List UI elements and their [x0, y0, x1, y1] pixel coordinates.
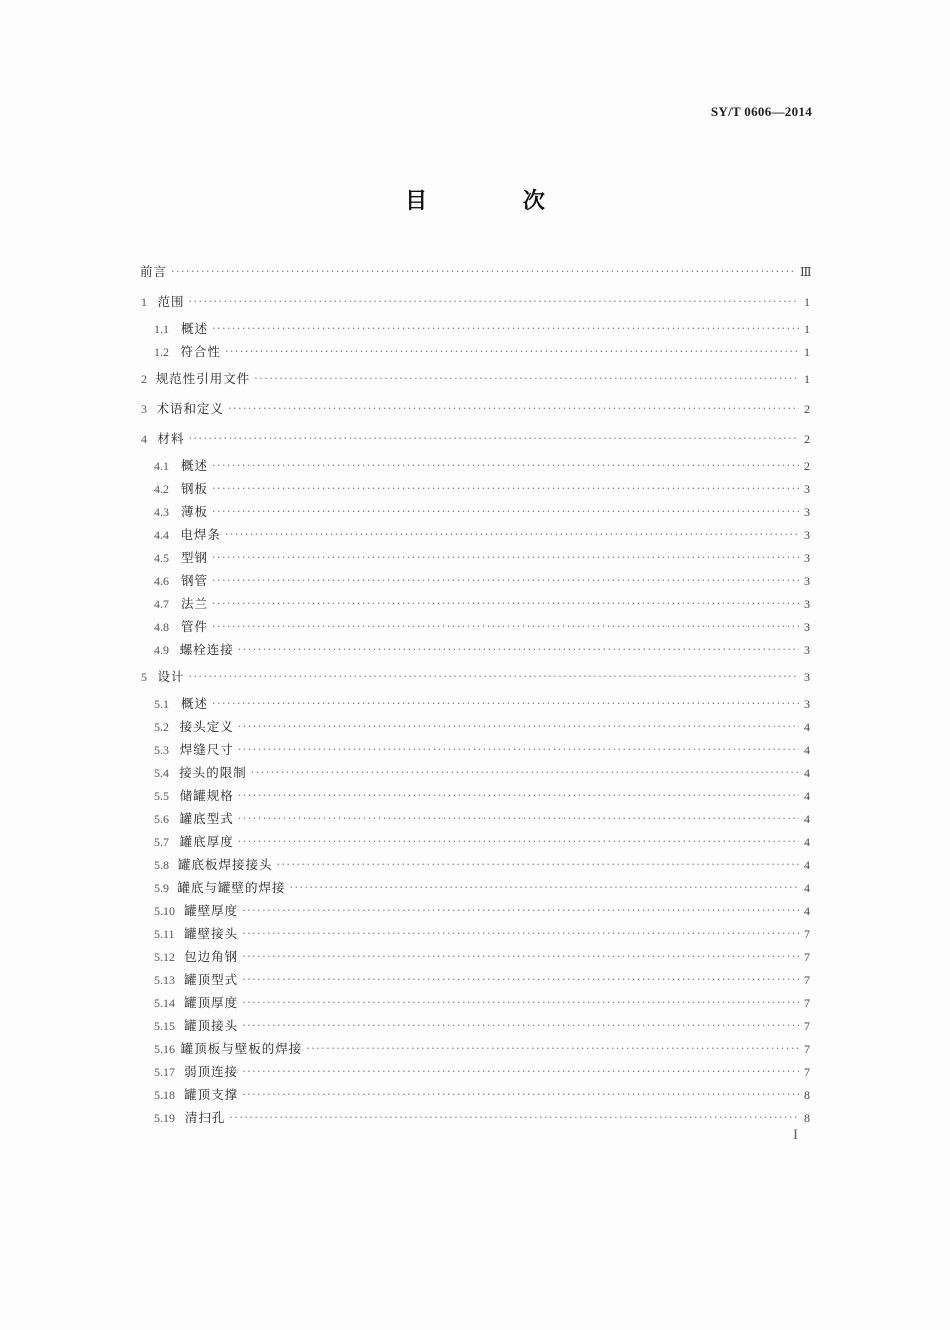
toc-entry-title: 术语和定义: [156, 401, 224, 416]
toc-dot-leader: [242, 996, 799, 1009]
toc-entry: [154, 855, 810, 873]
toc-entry-number: 5.18: [154, 1088, 175, 1102]
toc-entry-page: Ⅲ: [800, 265, 812, 279]
toc-entry-title: 罐壁接头: [184, 926, 239, 941]
toc-entry-number: 4.3: [154, 505, 169, 519]
toc-entry-title: 罐底型式: [179, 811, 234, 826]
toc-entry-number: 5.11: [154, 927, 175, 941]
toc-dot-leader: [212, 459, 799, 472]
page-number: I: [793, 1127, 798, 1143]
toc-dot-leader: [289, 881, 800, 894]
toc-entry-title: 接头定义: [179, 719, 234, 734]
toc-entry-number: 5.4: [154, 766, 169, 780]
toc-dot-leader: [212, 697, 799, 710]
toc-entry-number: 5.12: [154, 950, 175, 964]
toc-entry-title: 罐底与罐壁的焊接: [177, 880, 286, 895]
toc-entry: [141, 429, 810, 447]
toc-entry-title: 范围: [157, 294, 185, 309]
toc-dot-leader: [189, 670, 799, 683]
toc-entry-number: 2: [141, 372, 147, 386]
toc-entry: [154, 763, 810, 781]
toc-dot-leader: [251, 766, 800, 779]
toc-entry-number: 5.1: [154, 697, 169, 711]
toc-entry-page: 7: [804, 1065, 810, 1079]
toc-entry-title: 管件: [180, 619, 208, 634]
toc-dot-leader: [228, 402, 799, 415]
toc-dot-leader: [242, 927, 799, 940]
toc-entry-number: 1: [141, 295, 147, 309]
toc-entry-number: 5.17: [154, 1065, 175, 1079]
toc-entry-title: 法兰: [180, 596, 208, 611]
toc-entry-number: 5.5: [154, 789, 169, 803]
toc-entry: [154, 342, 810, 360]
toc-dot-leader: [189, 295, 799, 308]
toc-dot-leader: [238, 812, 800, 825]
toc-entry-page: 2: [804, 432, 811, 446]
toc-dot-leader: [171, 265, 796, 278]
toc-entry-number: 4: [141, 432, 147, 446]
toc-entry-page: 4: [804, 720, 810, 734]
toc-entry-page: 8: [803, 1111, 810, 1125]
toc-dot-leader: [238, 789, 800, 802]
toc-title: 目 次: [405, 189, 589, 214]
toc-entry-page: 3: [803, 597, 810, 611]
toc-entry-title: 罐顶接头: [184, 1018, 239, 1033]
toc-entry-page: 3: [803, 574, 810, 588]
toc-entry-number: 5.15: [154, 1019, 175, 1033]
toc-entry-title: 罐壁厚度: [184, 903, 239, 918]
toc-entry-number: 5.16: [154, 1042, 175, 1056]
toc-entry-number: 3: [141, 402, 147, 416]
toc-entry-number: 5.6: [154, 812, 169, 826]
toc-dot-leader: [212, 322, 799, 335]
toc-entry-title: 罐底厚度: [179, 834, 234, 849]
toc-entry: [154, 1016, 810, 1034]
toc-entry-number: 4.8: [154, 620, 169, 634]
toc-entry-page: 2: [803, 459, 810, 473]
toc-entry-title: 前言: [140, 264, 168, 279]
toc-entry-title: 规范性引用文件: [155, 371, 251, 386]
toc-entry-number: 5.7: [154, 835, 169, 849]
toc-entry-title: 设计: [157, 669, 185, 684]
toc-entry-title: 概述: [180, 696, 208, 711]
toc-entry-number: 4.9: [154, 643, 169, 657]
toc-entry-page: 7: [804, 1019, 810, 1033]
toc-entry: [154, 571, 810, 589]
toc-entry: [154, 786, 810, 804]
toc-entry-number: 5.9: [154, 881, 169, 895]
toc-dot-leader: [225, 345, 799, 358]
toc-entry-title: 钢板: [180, 481, 208, 496]
toc-entry-title: 薄板: [180, 504, 208, 519]
toc-entry-number: 5.3: [154, 743, 169, 757]
toc-dot-leader: [238, 720, 800, 733]
toc-dot-leader: [238, 835, 800, 848]
toc-dot-leader: [225, 528, 799, 541]
toc-entry-page: 3: [803, 620, 810, 634]
toc-entry-title: 电焊条: [180, 527, 221, 542]
toc-entry-title: 螺栓连接: [179, 642, 234, 657]
toc-entry: [154, 809, 810, 827]
toc-entry-title: 清扫孔: [184, 1110, 226, 1125]
toc-entry-page: 3: [803, 551, 810, 565]
toc-entry-title: 材料: [157, 431, 185, 446]
toc-entry-number: 1.2: [154, 345, 169, 359]
toc-dot-leader: [242, 973, 799, 986]
toc-entry-page: 3: [803, 697, 810, 711]
toc-entry-page: 4: [804, 881, 810, 895]
toc-entry-title: 罐底板焊接接头: [178, 857, 273, 872]
toc-entry-page: 7: [804, 950, 810, 964]
toc-entry-page: 2: [804, 402, 810, 416]
toc-entry: [154, 993, 810, 1011]
toc-entry-number: 5.19: [154, 1111, 175, 1125]
toc-entry: [154, 947, 810, 965]
toc-dot-leader: [212, 620, 799, 633]
toc-entry-number: 4.1: [154, 459, 169, 473]
toc-entry-number: 4.7: [154, 597, 169, 611]
toc-entry-page: 3: [803, 505, 810, 519]
toc-dot-leader: [242, 1019, 799, 1032]
toc-entry: [154, 502, 810, 520]
toc-entry-page: 4: [804, 812, 810, 826]
toc-dot-leader: [242, 1088, 799, 1101]
toc-dot-leader: [212, 597, 799, 610]
toc-entry: [154, 970, 810, 988]
toc-dot-leader: [238, 643, 800, 656]
toc-entry-title: 焊缝尺寸: [179, 742, 234, 757]
toc-entry-title: 符合性: [180, 344, 221, 359]
toc-entry-title: 储罐规格: [179, 788, 234, 803]
toc-entry-title: 罐顶型式: [184, 972, 239, 987]
toc-dot-leader: [212, 482, 799, 495]
toc-dot-leader: [242, 950, 799, 963]
toc-entry-page: 4: [804, 789, 810, 803]
toc-entry-number: 4.4: [154, 528, 169, 542]
toc-entry-page: 1: [804, 295, 811, 309]
toc-entry: [154, 319, 810, 337]
toc-entry-page: 8: [804, 1088, 810, 1102]
toc-entry-number: 5.8: [154, 858, 169, 872]
toc-entry-page: 7: [804, 927, 810, 941]
toc-entry-number: 5: [141, 670, 147, 684]
toc-entry: [140, 262, 810, 280]
toc-entry: [154, 717, 810, 735]
toc-entry: [154, 901, 810, 919]
toc-entry: [154, 594, 810, 612]
toc-entry: [154, 479, 810, 497]
toc-entry: [154, 832, 810, 850]
toc-dot-leader: [212, 574, 799, 587]
toc-entry-page: 3: [804, 528, 811, 542]
toc-entry-number: 5.10: [154, 904, 175, 918]
toc-entry: [154, 1039, 810, 1057]
toc-entry: [154, 1108, 810, 1126]
toc-entry: [141, 667, 810, 685]
toc-entry-number: 4.2: [154, 482, 169, 496]
toc-entry: [154, 640, 810, 658]
toc-entry-number: 4.5: [154, 551, 169, 565]
toc-entry-title: 钢管: [180, 573, 208, 588]
toc-entry-title: 弱顶连接: [184, 1064, 239, 1079]
toc-entry-title: 概述: [180, 321, 208, 336]
toc-entry-page: 7: [804, 973, 810, 987]
toc-dot-leader: [277, 858, 800, 871]
toc-entry-title: 罐顶板与壁板的焊接: [180, 1041, 303, 1056]
toc-dot-leader: [212, 505, 799, 518]
toc-entry: [154, 740, 810, 758]
toc-dot-leader: [189, 432, 799, 445]
toc-entry-page: 3: [803, 482, 810, 496]
toc-entry-page: 1: [803, 322, 810, 336]
toc-entry: [154, 548, 810, 566]
toc-entry-page: 7: [804, 1042, 810, 1056]
toc-entry-title: 罐顶支撑: [184, 1087, 239, 1102]
toc-dot-leader: [212, 551, 799, 564]
toc-entry: [154, 456, 810, 474]
toc-dot-leader: [238, 743, 800, 756]
toc-entry-page: 4: [804, 835, 810, 849]
toc-entry: [141, 399, 810, 417]
toc-entry: [154, 1062, 810, 1080]
toc-entry-number: 1.1: [154, 322, 169, 336]
toc-entry-number: 5.13: [154, 973, 175, 987]
toc-entry: [154, 1085, 810, 1103]
toc-entry: [154, 617, 810, 635]
toc-entry-page: 3: [804, 670, 811, 684]
toc-entry-page: 4: [804, 743, 810, 757]
toc-entry-title: 接头的限制: [179, 765, 247, 780]
toc-entry-title: 罐顶厚度: [184, 995, 239, 1010]
toc-dot-leader: [242, 904, 799, 917]
toc-entry-page: 7: [804, 996, 810, 1010]
toc-entry: [154, 694, 810, 712]
toc-entry-page: 4: [804, 766, 811, 780]
document-number: SY/T 0606—2014: [710, 104, 812, 119]
toc-entry-page: 4: [804, 858, 810, 872]
toc-dot-leader: [229, 1111, 799, 1124]
toc-dot-leader: [306, 1042, 800, 1055]
toc-entry: [154, 525, 810, 543]
toc-entry: [154, 924, 810, 942]
toc-entry-page: 3: [804, 643, 810, 657]
toc-entry-page: 4: [804, 904, 810, 918]
toc-entry-number: 4.6: [154, 574, 169, 588]
toc-entry-title: 型钢: [180, 550, 208, 565]
toc-entry: [141, 292, 810, 310]
toc-dot-leader: [242, 1065, 799, 1078]
toc-entry-number: 5.2: [154, 720, 169, 734]
toc-entry-title: 概述: [180, 458, 208, 473]
toc-entry-number: 5.14: [154, 996, 175, 1010]
toc-dot-leader: [254, 372, 799, 385]
toc-entry-page: 1: [804, 345, 811, 359]
toc-entry: [141, 369, 810, 387]
toc-entry-title: 包边角钢: [184, 949, 239, 964]
toc-entry-page: 1: [804, 372, 810, 386]
toc-entry: [154, 878, 810, 896]
